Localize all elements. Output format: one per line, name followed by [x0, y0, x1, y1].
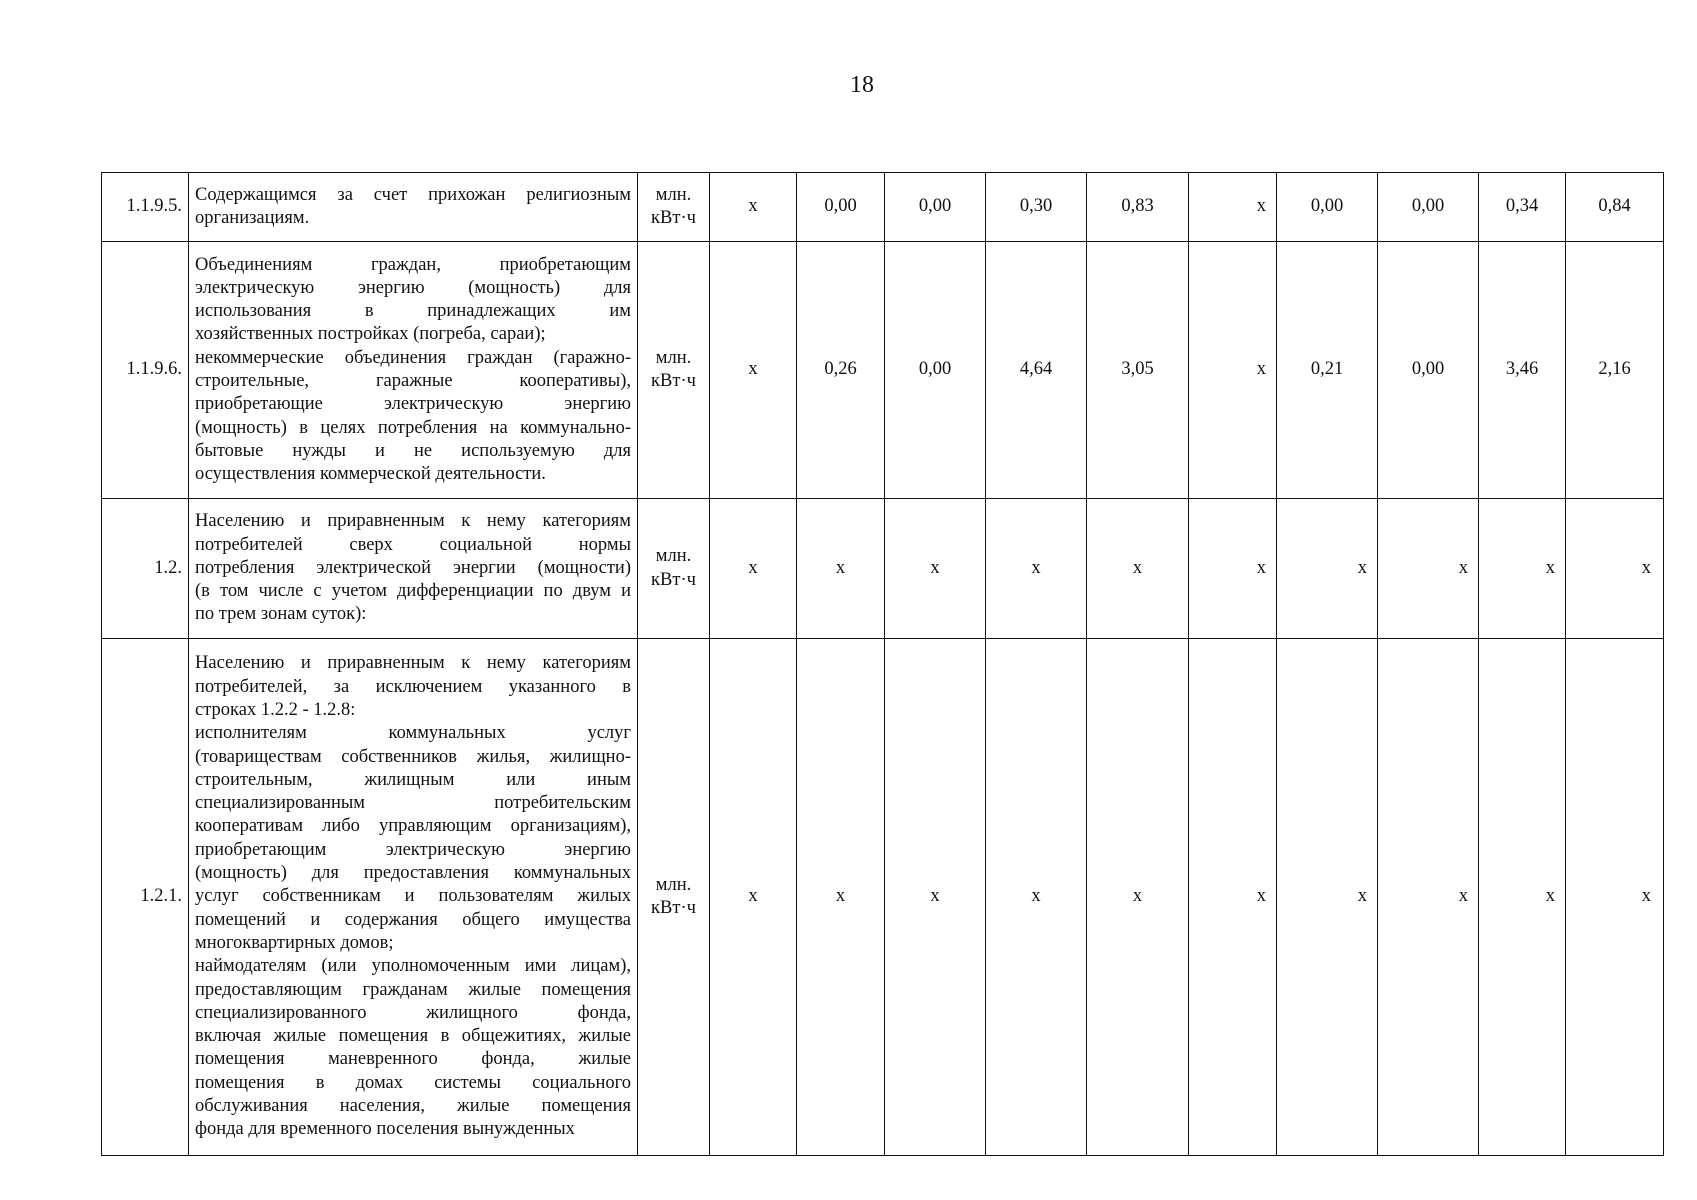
- description-line: обслуживания населения, жилые помещения: [195, 1096, 631, 1117]
- value-cell: x: [710, 499, 797, 639]
- value-cell: 0,83: [1087, 173, 1189, 242]
- value-cell: 0,00: [1277, 173, 1378, 242]
- value-cell: 0,26: [797, 242, 885, 499]
- row-code: 1.1.9.5.: [102, 173, 189, 242]
- value-cell: x: [885, 639, 986, 1156]
- unit-line: кВт·ч: [651, 208, 696, 228]
- page-number: 18: [850, 72, 874, 98]
- row-unit: [638, 173, 710, 242]
- description-line: включая жилые помещения в общежитиях, жилые: [195, 1026, 631, 1047]
- value-cell: 0,84: [1566, 173, 1664, 242]
- value-cell: x: [1189, 242, 1277, 499]
- description-line: специализированного жилищного фонда,: [195, 1002, 631, 1023]
- description-line: осуществления коммерческой деятельности.: [195, 464, 546, 485]
- description-line: по трем зонам суток):: [195, 604, 367, 625]
- description-line: строительные, гаражные кооперативы),: [195, 371, 631, 391]
- value-cell: x: [1566, 499, 1664, 639]
- value-cell: x: [1087, 639, 1189, 1156]
- description-line: организациям.: [195, 208, 310, 228]
- description-line: фонда для временного поселения вынужденных: [195, 1119, 575, 1140]
- value-cell: x: [1566, 639, 1664, 1156]
- unit-line: кВт·ч: [651, 569, 696, 590]
- value-cell: x: [710, 242, 797, 499]
- table-row: [102, 242, 1664, 499]
- value-cell: 0,21: [1277, 242, 1378, 499]
- value-cell: 4,64: [986, 242, 1087, 499]
- table-row: [102, 499, 1664, 639]
- value-cell: x: [1189, 639, 1277, 1156]
- row-description: [189, 639, 638, 1156]
- description-line: некоммерческие объединения граждан (гаражно-: [195, 347, 631, 368]
- value-cell: x: [1087, 499, 1189, 639]
- value-cell: 2,16: [1566, 242, 1664, 499]
- value-cell: x: [710, 173, 797, 242]
- value-cell: 3,46: [1479, 242, 1566, 499]
- value-cell: x: [710, 639, 797, 1156]
- description-line: (товариществам собственников жилья, жилищно-: [195, 746, 631, 767]
- unit-line: кВт·ч: [651, 898, 696, 918]
- description-line: (мощность) в целях потребления на коммунально-: [195, 417, 631, 438]
- unit-line: млн.: [655, 546, 692, 567]
- description-line: помещения маневренного фонда, жилые: [195, 1049, 631, 1070]
- row-description: [189, 242, 638, 499]
- description-line: предоставляющим гражданам жилые помещения: [195, 979, 631, 1000]
- value-cell: x: [1378, 499, 1479, 639]
- description-line: Населению и приравненным к нему категориям: [195, 511, 631, 532]
- value-cell: x: [1479, 499, 1566, 639]
- description-line: кооперативам либо управляющим организациям),: [195, 816, 631, 837]
- description-line: помещений и содержания общего имущества: [195, 909, 631, 930]
- unit-line: млн.: [655, 347, 692, 368]
- description-line: услуг собственникам и пользователям жилых: [195, 886, 631, 907]
- description-line: специализированным потребительским: [195, 793, 631, 814]
- value-cell: x: [1189, 499, 1277, 639]
- description-line: помещения в домах системы социального: [195, 1072, 631, 1093]
- value-cell: x: [1378, 639, 1479, 1156]
- row-code: 1.2.: [102, 499, 189, 639]
- value-cell: 0,34: [1479, 173, 1566, 242]
- value-cell: x: [986, 499, 1087, 639]
- value-cell: 0,00: [1378, 242, 1479, 499]
- row-unit: [638, 242, 710, 499]
- description-line: потребителей, за исключением указанного в: [195, 676, 631, 697]
- description-line: Населению и приравненным к нему категориям: [195, 653, 631, 674]
- value-cell: x: [986, 639, 1087, 1156]
- description-line: Объединениям граждан, приобретающим: [195, 254, 631, 275]
- table-row: [102, 173, 1664, 242]
- row-description: [189, 173, 638, 242]
- description-line: приобретающим электрическую энергию: [195, 839, 631, 860]
- description-line: (в том числе с учетом дифференциации по двум и: [195, 581, 631, 602]
- description-line: многоквартирных домов;: [195, 932, 394, 953]
- row-description: [189, 499, 638, 639]
- value-cell: x: [1479, 639, 1566, 1156]
- value-cell: x: [1277, 639, 1378, 1156]
- value-cell: x: [797, 499, 885, 639]
- value-cell: 0,00: [885, 242, 986, 499]
- description-line: наймодателям (или уполномоченным ими лицам),: [195, 956, 631, 977]
- value-cell: 3,05: [1087, 242, 1189, 499]
- value-cell: 0,00: [1378, 173, 1479, 242]
- unit-line: млн.: [655, 184, 692, 205]
- row-unit: [638, 499, 710, 639]
- row-code: 1.1.9.6.: [102, 242, 189, 499]
- value-cell: 0,00: [885, 173, 986, 242]
- value-cell: 0,30: [986, 173, 1087, 242]
- description-line: потребителей сверх социальной нормы: [195, 534, 631, 555]
- description-line: использования в принадлежащих им: [195, 301, 631, 322]
- description-line: исполнителям коммунальных услуг: [195, 723, 631, 744]
- description-line: приобретающие электрическую энергию: [195, 394, 631, 415]
- description-line: строительным, жилищным или иным: [195, 769, 631, 790]
- value-cell: x: [885, 499, 986, 639]
- unit-line: млн.: [655, 874, 692, 895]
- row-code: 1.2.1.: [102, 639, 189, 1156]
- row-unit: [638, 639, 710, 1156]
- description-line: бытовые нужды и не используемую для: [195, 440, 631, 461]
- description-line: электрическую энергию (мощность) для: [195, 277, 631, 298]
- description-line: (мощность) для предоставления коммунальных: [195, 863, 631, 884]
- tariff-table: [101, 172, 1664, 1156]
- description-line: Содержащимся за счет прихожан религиозным: [195, 184, 631, 205]
- value-cell: x: [797, 639, 885, 1156]
- table-row: [102, 639, 1664, 1156]
- description-line: строках 1.2.2 - 1.2.8:: [195, 699, 356, 720]
- description-line: потребления электрической энергии (мощности): [195, 557, 631, 578]
- value-cell: x: [1277, 499, 1378, 639]
- value-cell: x: [1189, 173, 1277, 242]
- unit-line: кВт·ч: [651, 371, 696, 391]
- description-line: хозяйственных постройках (погреба, сараи);: [195, 324, 546, 345]
- value-cell: 0,00: [797, 173, 885, 242]
